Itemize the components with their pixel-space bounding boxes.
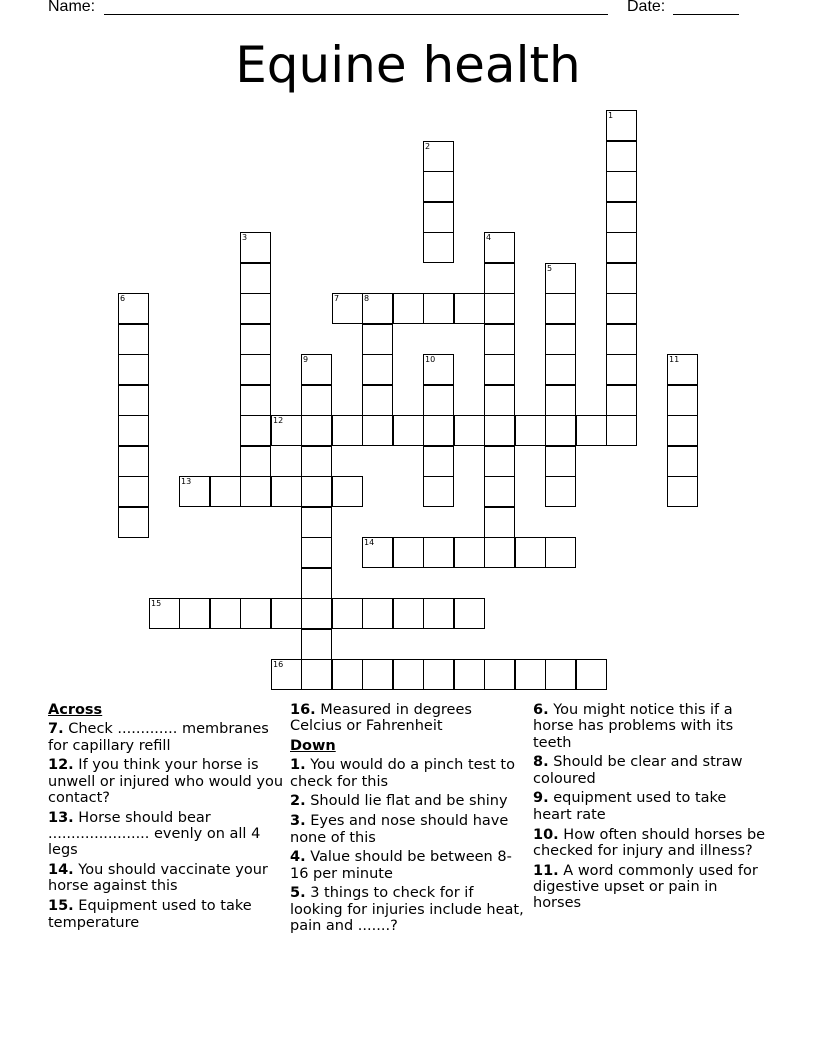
- grid-cell[interactable]: [484, 354, 515, 385]
- grid-cell[interactable]: [423, 232, 454, 263]
- grid-cell[interactable]: [118, 507, 149, 538]
- grid-cell[interactable]: [301, 446, 332, 477]
- grid-cell[interactable]: [484, 415, 515, 446]
- grid-cell[interactable]: [301, 629, 332, 660]
- clue-item-number: 16.: [290, 702, 316, 718]
- grid-cell[interactable]: [545, 354, 576, 385]
- clue-item-text: Equipment used to take temperature: [48, 898, 252, 931]
- clue-item-number: 3.: [290, 813, 306, 830]
- grid-cell[interactable]: [484, 293, 515, 324]
- grid-cell[interactable]: [301, 354, 332, 385]
- grid-cell[interactable]: [332, 598, 363, 629]
- grid-cell[interactable]: [484, 476, 515, 507]
- across-heading: Across: [48, 702, 103, 718]
- grid-cell[interactable]: [606, 263, 637, 294]
- clue-item: [533, 702, 769, 751]
- clues-column-1: [48, 702, 284, 934]
- grid-cell[interactable]: [545, 659, 576, 690]
- clue-item-text: How often should horses be checked for injury and illness?: [533, 826, 766, 859]
- across-clue-list-continued: [290, 702, 526, 735]
- clue-item-number: 12.: [48, 757, 74, 774]
- grid-cell[interactable]: [484, 263, 515, 294]
- grid-cell[interactable]: [271, 598, 302, 629]
- grid-cell[interactable]: [362, 293, 393, 324]
- grid-cell[interactable]: [454, 598, 485, 629]
- grid-cell[interactable]: [393, 598, 424, 629]
- clue-number: 11: [669, 355, 680, 364]
- grid-cell[interactable]: [240, 415, 271, 446]
- clue-item: [48, 862, 284, 895]
- clue-number: 15: [151, 599, 162, 608]
- grid-cell[interactable]: [240, 446, 271, 477]
- grid-cell[interactable]: [210, 598, 241, 629]
- grid-cell[interactable]: [606, 232, 637, 263]
- grid-cell[interactable]: [301, 598, 332, 629]
- clue-item: [290, 849, 526, 882]
- grid-cell[interactable]: [301, 537, 332, 568]
- clue-item-number: 4.: [290, 849, 306, 866]
- grid-cell[interactable]: [484, 385, 515, 416]
- down-clue-list: [290, 757, 526, 934]
- grid-cell[interactable]: [332, 415, 363, 446]
- grid-cell[interactable]: [423, 171, 454, 202]
- clue-item: [533, 863, 769, 912]
- grid-cell[interactable]: [545, 446, 576, 477]
- grid-cell[interactable]: [606, 202, 637, 233]
- clue-item-number: 9.: [533, 790, 549, 807]
- grid-cell[interactable]: [423, 446, 454, 477]
- grid-cell[interactable]: [484, 537, 515, 568]
- clue-item-text: Should lie flat and be shiny: [305, 793, 508, 810]
- clue-number: 16: [273, 660, 284, 669]
- clue-item-text: You should vaccinate your horse against this: [48, 862, 268, 895]
- grid-cell[interactable]: [240, 232, 271, 263]
- grid-cell[interactable]: [545, 476, 576, 507]
- grid-cell[interactable]: [393, 293, 424, 324]
- clue-item-number: 5.: [290, 885, 306, 902]
- clue-item-text: equipment used to take heart rate: [533, 790, 727, 823]
- clue-item: [48, 721, 284, 754]
- name-label: Name:: [48, 0, 96, 15]
- grid-cell[interactable]: [484, 507, 515, 538]
- clue-item-text: If you think your horse is unwell or injured who would you contact?: [48, 757, 284, 806]
- grid-cell[interactable]: [606, 110, 637, 141]
- grid-cell[interactable]: [149, 598, 180, 629]
- grid-cell[interactable]: [423, 141, 454, 172]
- clue-item-number: 10.: [533, 826, 559, 843]
- clue-item-number: 2.: [290, 793, 306, 810]
- grid-cell[interactable]: [240, 598, 271, 629]
- grid-cell[interactable]: [118, 293, 149, 324]
- grid-cell[interactable]: [271, 476, 302, 507]
- grid-cell[interactable]: [210, 476, 241, 507]
- grid-cell[interactable]: [423, 354, 454, 385]
- clue-item: [290, 793, 526, 809]
- grid-cell[interactable]: [667, 446, 698, 477]
- clue-item: [48, 898, 284, 931]
- grid-cell[interactable]: [576, 415, 607, 446]
- clue-item: [533, 827, 769, 860]
- clue-item-number: 14.: [48, 862, 74, 879]
- grid-cell[interactable]: [484, 232, 515, 263]
- grid-cell[interactable]: [362, 659, 393, 690]
- grid-cell[interactable]: [667, 385, 698, 416]
- grid-cell[interactable]: [423, 476, 454, 507]
- grid-cell[interactable]: [362, 324, 393, 355]
- grid-cell[interactable]: [240, 324, 271, 355]
- clue-item-text: Horse should bear ...................... evenly on all 4 legs: [48, 809, 261, 859]
- clue-number: 10: [425, 355, 436, 364]
- grid-cell[interactable]: [118, 324, 149, 355]
- grid-cell[interactable]: [545, 385, 576, 416]
- grid-cell[interactable]: [240, 354, 271, 385]
- clue-number: 1: [608, 111, 614, 120]
- grid-cell[interactable]: [332, 659, 363, 690]
- clue-item-number: 1.: [290, 757, 306, 774]
- grid-cell[interactable]: [545, 293, 576, 324]
- clue-item-text: Should be clear and straw coloured: [533, 754, 743, 787]
- grid-cell[interactable]: [606, 354, 637, 385]
- grid-cell[interactable]: [423, 598, 454, 629]
- clue-number: 14: [364, 538, 375, 547]
- clue-item-number: 6.: [533, 702, 549, 718]
- clue-number: 5: [547, 264, 553, 273]
- grid-cell[interactable]: [423, 659, 454, 690]
- grid-cell[interactable]: [423, 385, 454, 416]
- grid-cell[interactable]: [667, 415, 698, 446]
- grid-cell[interactable]: [484, 659, 515, 690]
- grid-cell[interactable]: [515, 415, 546, 446]
- clue-number: 6: [120, 294, 126, 303]
- clue-item: [290, 757, 526, 790]
- grid-cell[interactable]: [301, 507, 332, 538]
- grid-cell[interactable]: [423, 537, 454, 568]
- clue-item-text: You might notice this if a horse has problems with its teeth: [533, 702, 734, 751]
- grid-cell[interactable]: [545, 324, 576, 355]
- clue-item-text: You would do a pinch test to check for this: [290, 757, 515, 790]
- clue-number: 4: [486, 233, 492, 242]
- grid-cell[interactable]: [362, 415, 393, 446]
- down-clue-list-continued: [533, 702, 769, 912]
- clue-number: 9: [303, 355, 309, 364]
- clue-item-number: 15.: [48, 898, 74, 915]
- grid-cell[interactable]: [484, 446, 515, 477]
- clue-item-text: Measured in degrees Celcius or Fahrenheit: [290, 702, 472, 735]
- clue-item: [533, 790, 769, 823]
- clue-number: 13: [181, 477, 192, 486]
- clue-number: 12: [273, 416, 284, 425]
- grid-cell[interactable]: [301, 476, 332, 507]
- grid-cell[interactable]: [240, 385, 271, 416]
- grid-cell[interactable]: [118, 415, 149, 446]
- clue-number: 7: [334, 294, 340, 303]
- grid-cell[interactable]: [332, 476, 363, 507]
- clue-item: [290, 885, 526, 934]
- grid-cell[interactable]: [515, 537, 546, 568]
- grid-cell[interactable]: [179, 476, 210, 507]
- grid-cell[interactable]: [454, 293, 485, 324]
- grid-cell[interactable]: [362, 537, 393, 568]
- grid-cell[interactable]: [393, 659, 424, 690]
- down-heading: Down: [290, 738, 336, 755]
- grid-cell[interactable]: [393, 415, 424, 446]
- grid-cell[interactable]: [393, 537, 424, 568]
- grid-cell[interactable]: [545, 537, 576, 568]
- grid-cell[interactable]: [118, 385, 149, 416]
- grid-cell[interactable]: [606, 415, 637, 446]
- grid-cell[interactable]: [606, 385, 637, 416]
- grid-cell[interactable]: [454, 415, 485, 446]
- clue-item-text: Eyes and nose should have none of this: [290, 813, 509, 846]
- grid-cell[interactable]: [301, 385, 332, 416]
- clue-item: [533, 754, 769, 787]
- grid-cell[interactable]: [362, 598, 393, 629]
- clue-item-number: 13.: [48, 809, 74, 826]
- grid-cell[interactable]: [667, 476, 698, 507]
- clues-column-2: [290, 702, 526, 938]
- grid-cell[interactable]: [484, 324, 515, 355]
- clues-column-3: [533, 702, 769, 915]
- grid-cell[interactable]: [118, 446, 149, 477]
- grid-cell[interactable]: [271, 659, 302, 690]
- across-clue-list: [48, 721, 284, 931]
- grid-cell[interactable]: [362, 385, 393, 416]
- grid-cell[interactable]: [454, 659, 485, 690]
- grid-cell[interactable]: [515, 659, 546, 690]
- clue-number: 3: [242, 233, 248, 242]
- grid-cell[interactable]: [423, 202, 454, 233]
- grid-cell[interactable]: [606, 141, 637, 172]
- grid-cell[interactable]: [606, 324, 637, 355]
- date-label: Date:: [627, 0, 666, 15]
- grid-cell[interactable]: [179, 598, 210, 629]
- grid-cell[interactable]: [271, 415, 302, 446]
- grid-cell[interactable]: [240, 293, 271, 324]
- grid-cell[interactable]: [240, 263, 271, 294]
- clue-item-text: Value should be between 8-16 per minute: [290, 849, 512, 882]
- grid-cell[interactable]: [423, 415, 454, 446]
- grid-cell[interactable]: [332, 293, 363, 324]
- clue-item: [48, 810, 284, 859]
- clue-item: [48, 757, 284, 806]
- grid-cell[interactable]: [240, 476, 271, 507]
- clue-item-number: 11.: [533, 862, 559, 879]
- grid-cell[interactable]: [362, 354, 393, 385]
- grid-cell[interactable]: [118, 476, 149, 507]
- grid-cell[interactable]: [545, 263, 576, 294]
- grid-cell[interactable]: [606, 171, 637, 202]
- grid-cell[interactable]: [301, 415, 332, 446]
- clue-number: 8: [364, 294, 370, 303]
- clue-item: [290, 702, 526, 735]
- grid-cell[interactable]: [301, 568, 332, 599]
- clue-item-text: 3 things to check for if looking for injuries include heat, pain and .......?: [290, 885, 524, 935]
- grid-cell[interactable]: [606, 293, 637, 324]
- clue-item-number: 8.: [533, 754, 549, 771]
- clue-number: 2: [425, 142, 431, 151]
- grid-cell[interactable]: [423, 293, 454, 324]
- grid-cell[interactable]: [118, 354, 149, 385]
- grid-cell[interactable]: [576, 659, 607, 690]
- page-title: Equine health: [235, 36, 581, 94]
- clue-item-number: 7.: [48, 721, 64, 738]
- grid-cell[interactable]: [545, 415, 576, 446]
- grid-cell[interactable]: [454, 537, 485, 568]
- clue-item-text: A word commonly used for digestive upset or pain in horses: [533, 862, 758, 912]
- grid-cell[interactable]: [301, 659, 332, 690]
- grid-cell[interactable]: [667, 354, 698, 385]
- clue-item-text: Check ............. membranes for capillary refill: [48, 721, 269, 754]
- clue-item: [290, 813, 526, 846]
